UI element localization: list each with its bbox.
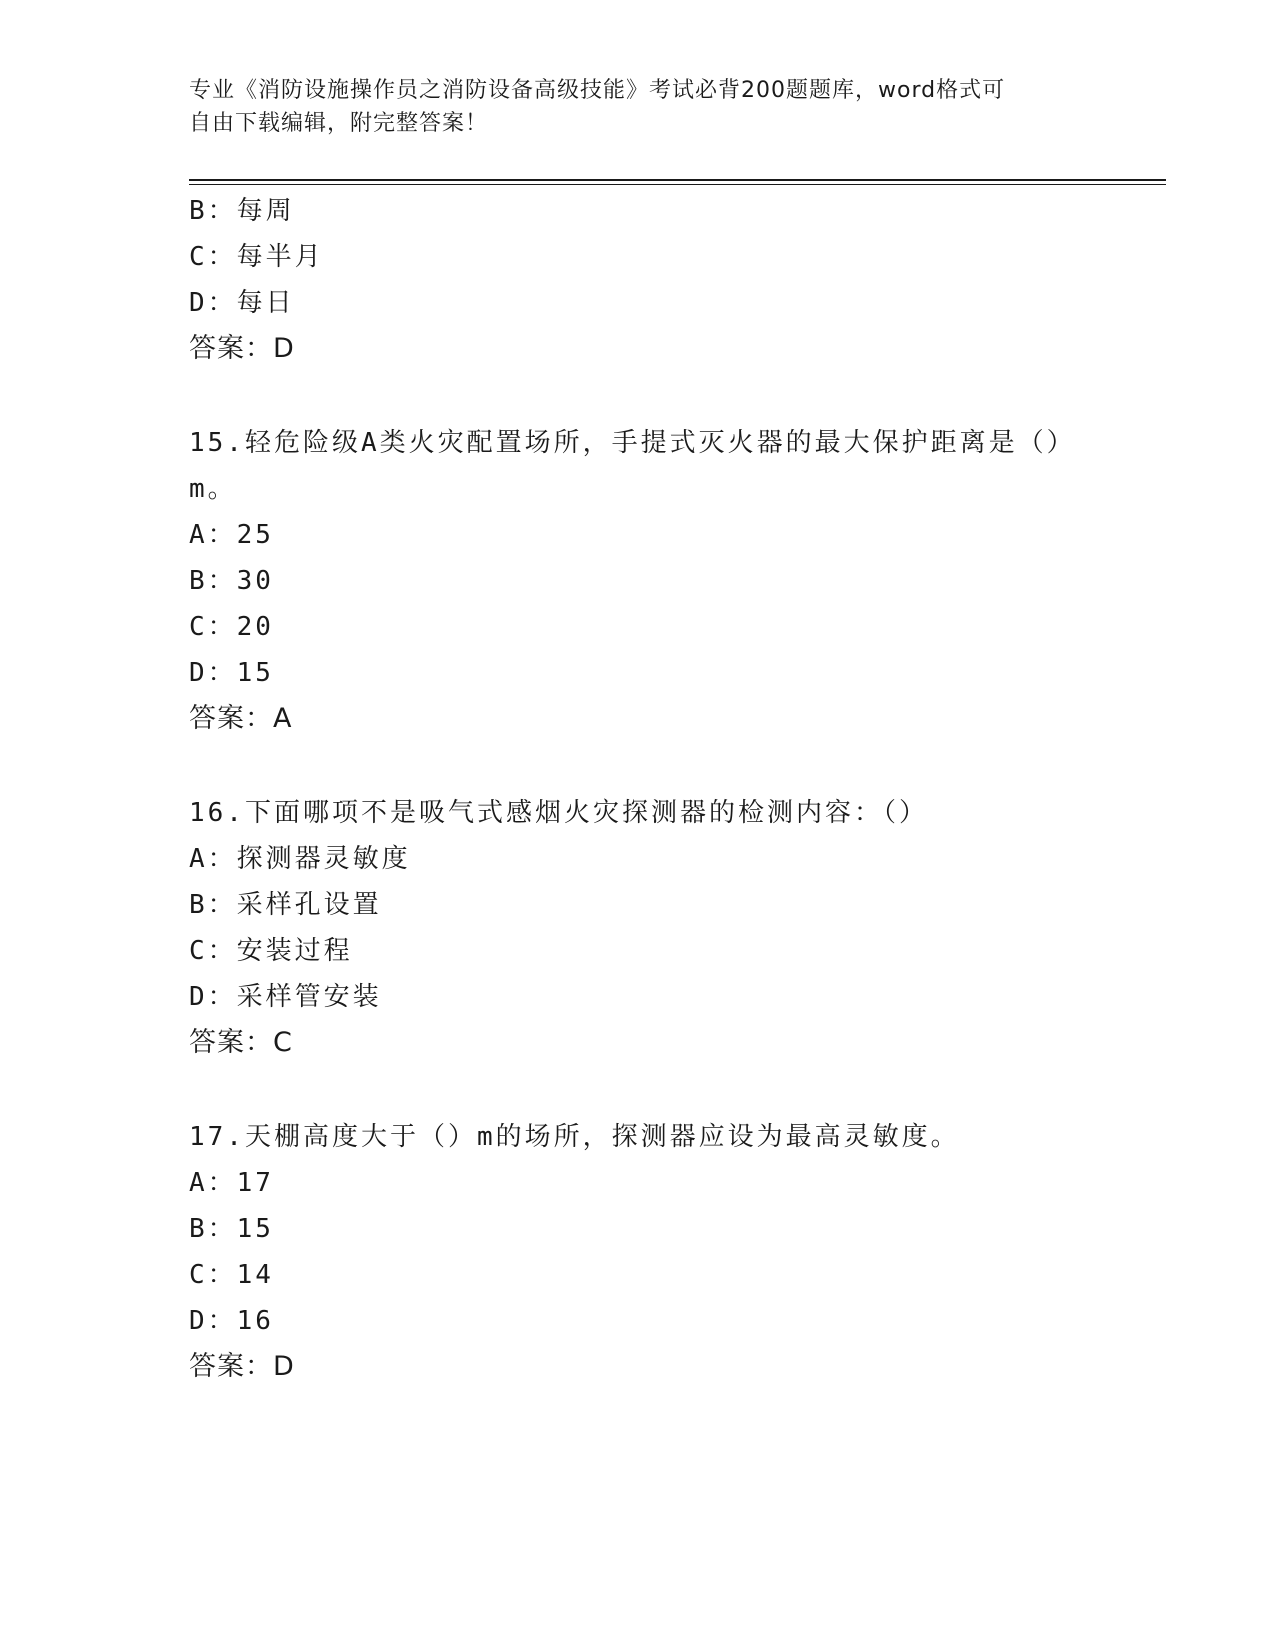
header-divider-top [189,179,1166,181]
spacer [189,1066,1069,1114]
spacer [189,742,1069,790]
option-d: D：15 [189,658,274,688]
question-16 [189,790,1069,1066]
header-line-1: 专业《消防设施操作员之消防设备高级技能》考试必背200题题库，word格式可 [189,78,1006,103]
option-c: C：20 [189,612,274,642]
prev-question-block [189,188,1069,372]
question-stem-line-1: 15.轻危险级A类火灾配置场所，手提式灭火器的最大保护距离是（） [189,428,1076,458]
document-header [189,74,1069,140]
option-a: A：17 [189,1168,274,1198]
spacer [189,372,1069,420]
option-d: D：每日 [189,288,295,318]
option-a: A：25 [189,520,274,550]
option-b: B：15 [189,1214,274,1244]
option-b: B：每周 [189,196,295,226]
option-d: D：采样管安装 [189,982,382,1012]
answer-line: 答案：D [189,1351,295,1382]
header-divider-bottom [189,184,1166,185]
question-stem-line-1: 17.天棚高度大于（）m的场所，探测器应设为最高灵敏度。 [189,1122,960,1152]
option-c: C：每半月 [189,242,324,272]
question-stem-line-2: m。 [189,474,237,504]
question-15 [189,420,1076,742]
header-line-2: 自由下载编辑，附完整答案！ [189,111,489,136]
question-stem-line-1: 16.下面哪项不是吸气式感烟火灾探测器的检测内容：（） [189,798,928,828]
answer-line: 答案：C [189,1027,293,1058]
question-17 [189,1114,1069,1390]
option-b: B：采样孔设置 [189,890,382,920]
option-c: C：14 [189,1260,274,1290]
answer-line: 答案：D [189,333,295,364]
answer-line: 答案：A [189,703,293,734]
option-c: C：安装过程 [189,936,353,966]
option-b: B：30 [189,566,274,596]
option-d: D：16 [189,1306,274,1336]
option-a: A：探测器灵敏度 [189,844,411,874]
question-list [189,188,1076,1390]
